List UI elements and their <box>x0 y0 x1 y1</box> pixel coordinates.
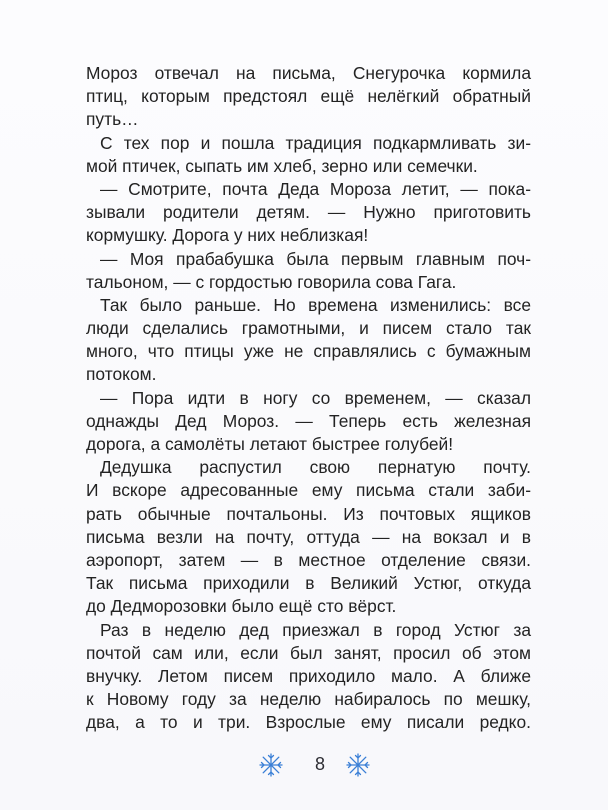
text-line: до Дедморозовки было ещё сто вёрст. <box>86 596 397 617</box>
text-line: кормушку. Дорога у них неблизкая! <box>86 225 369 246</box>
paragraph <box>86 387 531 457</box>
paragraph <box>86 294 531 387</box>
text-line: много, что птицы уже не справлялись с бумажным <box>86 341 531 362</box>
text-line: почтой сам или, если был занят, просил об этом <box>86 642 531 663</box>
paragraph <box>86 619 531 735</box>
snowflake-icon <box>258 752 284 778</box>
text-line: зывали родители детям. — Нужно приготовить <box>86 202 531 223</box>
text-line: — Смотрите, почта Деда Мороза летит, — пока- <box>100 178 531 199</box>
text-line: И вскоре адресованные ему письма стали заби- <box>86 480 531 501</box>
text-line: Мороз отвечал на письма, Снегурочка кормила <box>86 63 531 83</box>
text-line: письма везли на почту, оттуда — на вокзал и в <box>86 526 531 547</box>
snowflake-icon <box>345 752 371 778</box>
page-footer <box>0 748 608 788</box>
paragraph <box>86 62 531 132</box>
body-text <box>86 62 531 734</box>
text-line: — Пора идти в ногу со временем, — сказал <box>100 387 531 408</box>
text-line: мой птичек, сыпать им хлеб, зерно или семечки. <box>86 155 478 176</box>
text-line: Раз в неделю дед приезжал в город Устюг за <box>100 619 531 640</box>
text-line: однажды Дед Мороз. — Теперь есть железная <box>86 410 531 431</box>
text-line: тальоном, — с гордостью говорила сова Гага. <box>86 271 457 292</box>
text-line: птиц, которым предстоял ещё нелёгкий обратный <box>86 86 531 107</box>
text-line: аэропорт, затем — в местное отделение связи. <box>86 549 531 570</box>
text-line: С тех пор и пошла традиция подкармливать зи- <box>100 132 531 153</box>
text-line: потоком. <box>86 364 157 385</box>
text-line: Дедушка распустил свою пернатую почту. <box>100 457 531 478</box>
text-line: внучку. Летом писем приходило мало. А ближе <box>86 665 531 686</box>
text-line: два, а то и три. Взрослые ему писали редко. <box>86 712 531 733</box>
paragraph <box>86 132 531 178</box>
page-number: 8 <box>314 754 325 774</box>
text-line: к Новому году за неделю набиралось по мешку, <box>86 689 531 710</box>
paragraph <box>86 248 531 294</box>
text-line: дорога, а самолёты летают быстрее голубей! <box>86 434 454 454</box>
text-line: путь… <box>86 109 139 130</box>
paragraph <box>86 456 531 618</box>
paragraph <box>86 178 531 248</box>
text-line: — Моя прабабушка была первым главным поч- <box>100 248 531 269</box>
text-line: Так было раньше. Но времена изменились: все <box>100 294 531 315</box>
text-line: рать обычные почтальоны. Из почтовых ящиков <box>86 503 531 524</box>
text-line: Так письма приходили в Великий Устюг, откуда <box>86 573 531 594</box>
text-line: люди сделались грамотными, и писем стало так <box>86 318 531 339</box>
